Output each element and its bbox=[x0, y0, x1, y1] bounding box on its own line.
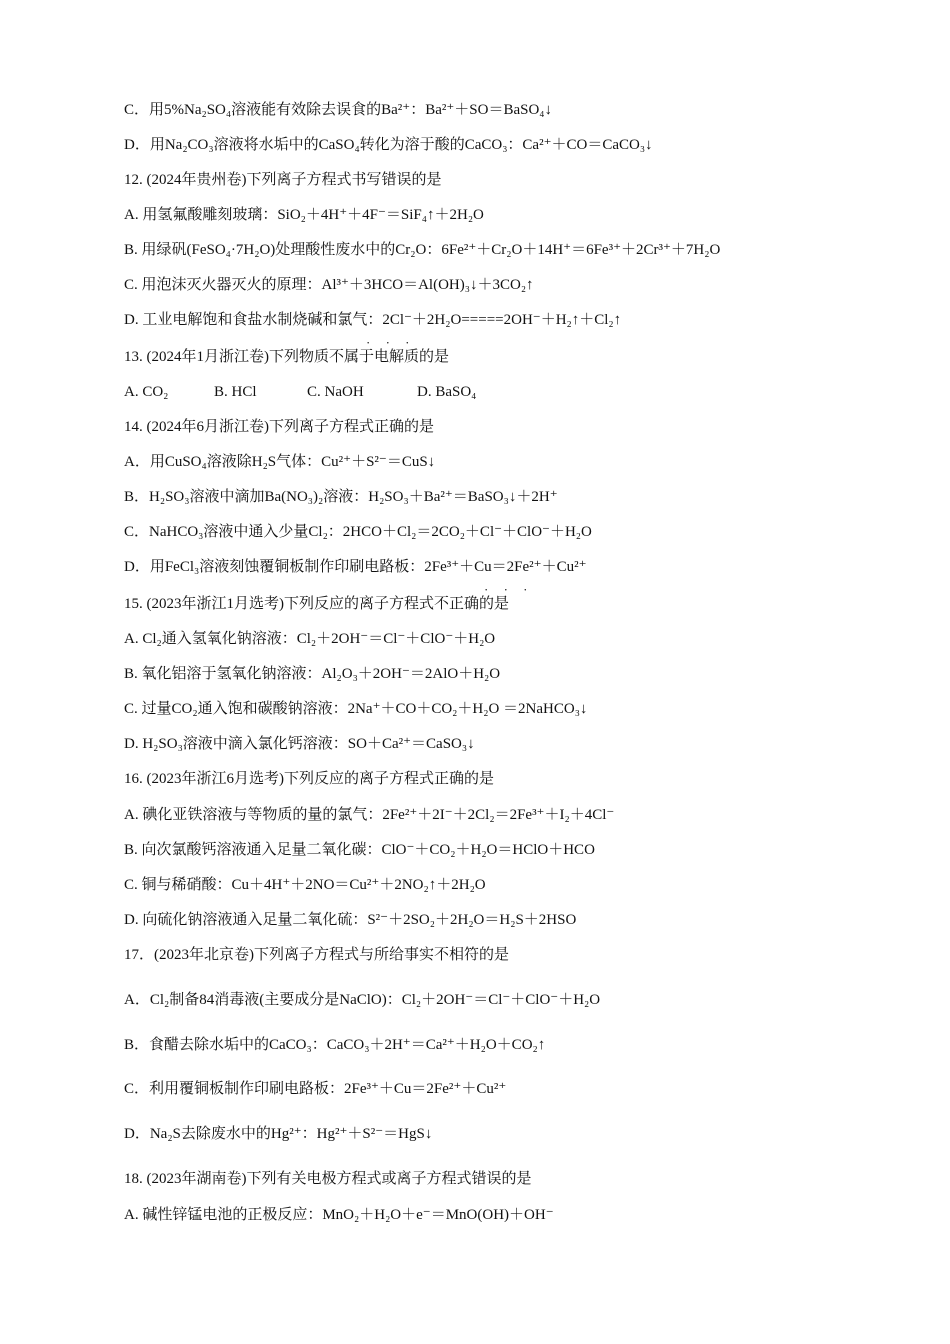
q17-stem: 17．(2023年北京卷)下列离子方程式与所给事实不相符的是 bbox=[124, 947, 509, 963]
q11-option-c: C．用5%Na₂SO₄溶液能有效除去误食的Ba²⁺：Ba²⁺＋SO＝BaSO₄↓ bbox=[124, 102, 553, 118]
q15-option-d: D. H₂SO₃溶液中滴入氯化钙溶液：SO＋Ca²⁺＝CaSO₃↓ bbox=[124, 736, 475, 752]
q15-stem: 15. (2023年浙江1月选考)下列反应的离子方程式不正确的是 bbox=[124, 596, 509, 612]
q12-option-b: B. 用绿矾(FeSO₄·7H₂O)处理酸性废水中的Cr₂O：6Fe²⁺＋Cr₂O＋14H⁺＝6Fe³⁺＋2Cr³⁺＋7H₂O bbox=[124, 242, 721, 258]
q12-stem: 12. (2024年贵州卷)下列离子方程式书写错误的是 bbox=[124, 172, 442, 188]
emphasis-dots: · · · bbox=[484, 582, 534, 597]
q18-stem: 18. (2023年湖南卷)下列有关电极方程式或离子方程式错误的是 bbox=[124, 1171, 532, 1187]
q15-option-c: C. 过量CO₂通入饱和碳酸钠溶液：2Na⁺＋CO＋CO₂＋H₂O ＝2NaHCO₃↓ bbox=[124, 701, 588, 717]
q12-option-c: C. 用泡沫灭火器灭火的原理：Al³⁺＋3HCO＝Al(OH)₃↓＋3CO₂↑ bbox=[124, 277, 534, 293]
q14-option-d: D．用FeCl₃溶液刻蚀覆铜板制作印刷电路板：2Fe³⁺＋Cu＝2Fe²⁺＋Cu²⁺ bbox=[124, 559, 587, 575]
emphasis-dots: · · · bbox=[366, 335, 416, 350]
q11-option-d: D．用Na₂CO₃溶液将水垢中的CaSO₄转化为溶于酸的CaCO₃：Ca²⁺＋CO＝CaCO₃↓ bbox=[124, 137, 653, 153]
q12-option-a: A. 用氢氟酸雕刻玻璃：SiO₂＋4H⁺＋4F⁻＝SiF₄↑＋2H₂O bbox=[124, 207, 484, 223]
q17-option-c: C．利用覆铜板制作印刷电路板：2Fe³⁺＋Cu＝2Fe²⁺＋Cu²⁺ bbox=[124, 1081, 507, 1097]
q17-option-a: A．Cl₂制备84消毒液(主要成分是NaClO)：Cl₂＋2OH⁻＝Cl⁻＋ClO⁻＋H₂O bbox=[124, 992, 601, 1008]
q13-option-d: D. BaSO₄ bbox=[417, 384, 477, 400]
q15-option-b: B. 氧化铝溶于氢氧化钠溶液：Al₂O₃＋2OH⁻＝2AlO＋H₂O bbox=[124, 666, 501, 682]
q16-option-c: C. 铜与稀硝酸：Cu＋4H⁺＋2NO＝Cu²⁺＋2NO₂↑＋2H₂O bbox=[124, 877, 486, 893]
q18-option-a: A. 碱性锌锰电池的正极反应：MnO₂＋H₂O＋e⁻＝MnO(OH)＋OH⁻ bbox=[124, 1207, 554, 1223]
q14-option-c: C．NaHCO₃溶液中通入少量Cl₂：2HCO＋Cl₂＝2CO₂＋Cl⁻＋ClO⁻＋H₂O bbox=[124, 524, 592, 540]
q17-option-b: B．食醋去除水垢中的CaCO₃：CaCO₃＋2H⁺＝Ca²⁺＋H₂O＋CO₂↑ bbox=[124, 1037, 546, 1053]
q17-option-d: D．Na₂S去除废水中的Hg²⁺：Hg²⁺＋S²⁻＝HgS↓ bbox=[124, 1126, 433, 1142]
q13-option-c: C. NaOH bbox=[307, 384, 364, 400]
q16-option-a: A. 碘化亚铁溶液与等物质的量的氯气：2Fe²⁺＋2I⁻＋2Cl₂＝2Fe³⁺＋I₂＋4Cl⁻ bbox=[124, 807, 615, 823]
q15-option-a: A. Cl₂通入氢氧化钠溶液：Cl₂＋2OH⁻＝Cl⁻＋ClO⁻＋H₂O bbox=[124, 631, 496, 647]
q13-option-a: A. CO₂ bbox=[124, 384, 169, 400]
q16-option-b: B. 向次氯酸钙溶液通入足量二氧化碳：ClO⁻＋CO₂＋H₂O＝HClO＋HCO bbox=[124, 842, 595, 858]
q13-option-b: B. HCl bbox=[214, 384, 257, 400]
q14-option-a: A．用CuSO₄溶液除H₂S气体：Cu²⁺＋S²⁻＝CuS↓ bbox=[124, 454, 436, 470]
q12-option-d: D. 工业电解饱和食盐水制烧碱和氯气：2Cl⁻＋2H₂O=====2OH⁻＋H₂↑＋Cl₂↑ bbox=[124, 312, 622, 328]
q14-option-b: B．H₂SO₃溶液中滴加Ba(NO₃)₂溶液：H₂SO₃＋Ba²⁺＝BaSO₃↓＋2H⁺ bbox=[124, 489, 558, 505]
q13-stem: 13. (2024年1月浙江卷)下列物质不属于电解质的是 bbox=[124, 349, 449, 365]
q14-stem: 14. (2024年6月浙江卷)下列离子方程式正确的是 bbox=[124, 419, 434, 435]
q16-option-d: D. 向硫化钠溶液通入足量二氧化硫：S²⁻＋2SO₂＋2H₂O＝H₂S＋2HSO bbox=[124, 912, 577, 928]
q16-stem: 16. (2023年浙江6月选考)下列反应的离子方程式正确的是 bbox=[124, 771, 494, 787]
q13-options bbox=[124, 382, 476, 402]
